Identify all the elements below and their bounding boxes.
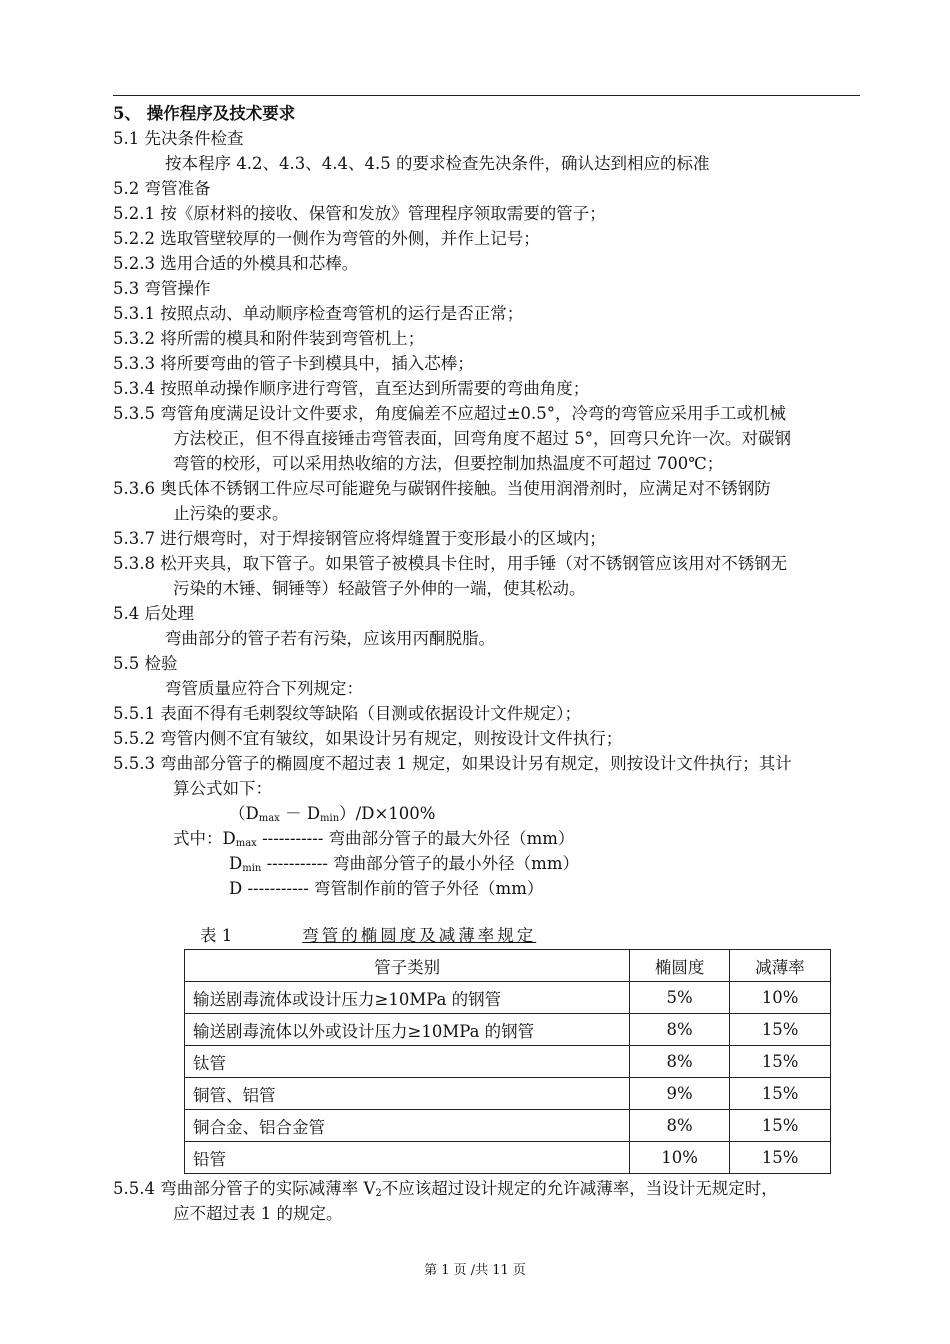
item-5-3-2: 5.3.2 将所需的模具和附件装到弯管机上； (113, 329, 425, 348)
table-header-row (185, 950, 831, 982)
table-caption (200, 925, 536, 947)
item-5-5-2: 5.5.2 弯管内侧不宜有皱纹，如果设计另有规定，则按设计文件执行； (113, 729, 623, 748)
cell-thinning: 15% (730, 1142, 831, 1174)
item-5-3-8-line1: 5.3.8 松开夹具，取下管子。如果管子被模具卡住时，用手锤（对不锈钢管应该用对不锈钢无 (113, 554, 788, 573)
item-5-3-5-line2: 方法校正，但不得直接锤击弯管表面，回弯角度不超过 5°，回弯只允许一次。对碳钢 (173, 429, 791, 448)
heading-5-4: 5.4 后处理 (113, 604, 194, 623)
cell-ovality: 9% (630, 1078, 730, 1110)
cell-thinning: 15% (730, 1014, 831, 1046)
table-label: 表 1 (200, 926, 233, 945)
item-5-3-6-line1: 5.3.6 奥氏体不锈钢工件应尽可能避免与碳钢件接触。当使用润滑剂时，应满足对不锈钢防 (113, 479, 771, 498)
page-footer: 第 1 页 /共 11 页 (424, 1263, 526, 1278)
cell-pipe-type: 输送剧毒流体或设计压力≥10MPa 的钢管 (185, 982, 630, 1014)
item-5-2-3: 5.2.3 选用合适的外模具和芯棒。 (113, 254, 359, 273)
cell-pipe-type: 铅管 (185, 1142, 630, 1174)
item-5-5-1: 5.5.1 表面不得有毛刺裂纹等缺陷（目测或依据设计文件规定）； (113, 704, 581, 723)
heading-5-5: 5.5 检验 (113, 654, 178, 673)
cell-pipe-type: 铜合金、铝合金管 (185, 1110, 630, 1142)
ovality-thinning-table (184, 949, 831, 1174)
cell-pipe-type: 输送剧毒流体以外或设计压力≥10MPa 的钢管 (185, 1014, 630, 1046)
item-5-3-8-line2: 污染的木锤、铜锤等）轻敲管子外伸的一端，使其松动。 (173, 579, 586, 598)
table-row (185, 1110, 831, 1142)
item-5-5-4-line2: 应不超过表 1 的规定。 (173, 1204, 343, 1223)
item-5-3-3: 5.3.3 将所要弯曲的管子卡到模具中，插入芯棒； (113, 354, 474, 373)
header-rule (113, 95, 860, 96)
cell-thinning: 15% (730, 1046, 831, 1078)
item-5-5-4-line1: 5.5.4 弯曲部分管子的实际减薄率 $V_2$不应该超过设计规定的允许减薄率，当设计无规定时， (113, 1179, 778, 1199)
item-5-5-3-line1: 5.5.3 弯曲部分管子的椭圆度不超过表 1 规定，如果设计另有规定，则按设计文件执行；其计 (113, 754, 792, 773)
cell-pipe-type: 铜管、铝管 (185, 1078, 630, 1110)
cell-ovality: 5% (630, 982, 730, 1014)
item-5-5-3-line2: 算公式如下： (173, 779, 272, 798)
paragraph-5-4: 弯曲部分的管子若有污染，应该用丙酮脱脂。 (165, 629, 495, 648)
item-5-3-4: 5.3.4 按照单动操作顺序进行弯管，直至达到所需要的弯曲角度； (113, 379, 590, 398)
table-row (185, 1142, 831, 1174)
section-title: 5、 操作程序及技术要求 (113, 104, 296, 123)
table-row (185, 982, 831, 1014)
cell-ovality: 8% (630, 1014, 730, 1046)
formula-def-dmin: $D_{min}$ ----------- 弯曲部分管子的最小外径（mm） (229, 854, 579, 874)
formula-def-dmax: 式中：$D_{max}$ ----------- 弯曲部分管子的最大外径（mm） (173, 829, 575, 849)
cell-thinning: 15% (730, 1110, 831, 1142)
formula-def-d: D ----------- 弯管制作前的管子外径（mm） (229, 879, 544, 898)
paragraph-5-1: 按本程序 4.2、4.3、4.4、4.5 的要求检查先决条件，确认达到相应的标准 (165, 154, 710, 173)
item-5-3-7: 5.3.7 进行煨弯时，对于焊接钢管应将焊缝置于变形最小的区域内； (113, 529, 606, 548)
col-header-pipe-type: 管子类别 (185, 950, 630, 982)
table-row (185, 1078, 831, 1110)
paragraph-5-5: 弯管质量应符合下列规定： (165, 679, 363, 698)
cell-ovality: 8% (630, 1046, 730, 1078)
cell-thinning: 10% (730, 982, 831, 1014)
item-5-2-2: 5.2.2 选取管壁较厚的一侧作为弯管的外侧，并作上记号； (113, 229, 540, 248)
heading-5-2: 5.2 弯管准备 (113, 179, 211, 198)
heading-5-1: 5.1 先决条件检查 (113, 129, 244, 148)
col-header-ovality: 椭圆度 (630, 950, 730, 982)
ovality-formula: $(D_{max} - D_{min})/D\times 100\%$ (229, 804, 436, 824)
cell-thinning: 15% (730, 1078, 831, 1110)
item-5-3-1: 5.3.1 按照点动、单动顺序检查弯管机的运行是否正常； (113, 304, 524, 323)
table-row (185, 1046, 831, 1078)
cell-pipe-type: 钛管 (185, 1046, 630, 1078)
cell-ovality: 8% (630, 1110, 730, 1142)
table-row (185, 1014, 831, 1046)
heading-5-3: 5.3 弯管操作 (113, 279, 211, 298)
item-5-3-6-line2: 止污染的要求。 (173, 504, 289, 523)
cell-ovality: 10% (630, 1142, 730, 1174)
item-5-3-5-line3: 弯管的校形，可以采用热收缩的方法，但要控制加热温度不可超过 700℃； (173, 454, 724, 473)
item-5-3-5-line1: 5.3.5 弯管角度满足设计文件要求，角度偏差不应超过±0.5°，冷弯的弯管应采用手工或机械 (113, 404, 787, 423)
col-header-thinning: 减薄率 (730, 950, 831, 982)
table-title: 弯管的椭圆度及减薄率规定 (302, 926, 537, 945)
item-5-2-1: 5.2.1 按《原材料的接收、保管和发放》管理程序领取需要的管子； (113, 204, 606, 223)
